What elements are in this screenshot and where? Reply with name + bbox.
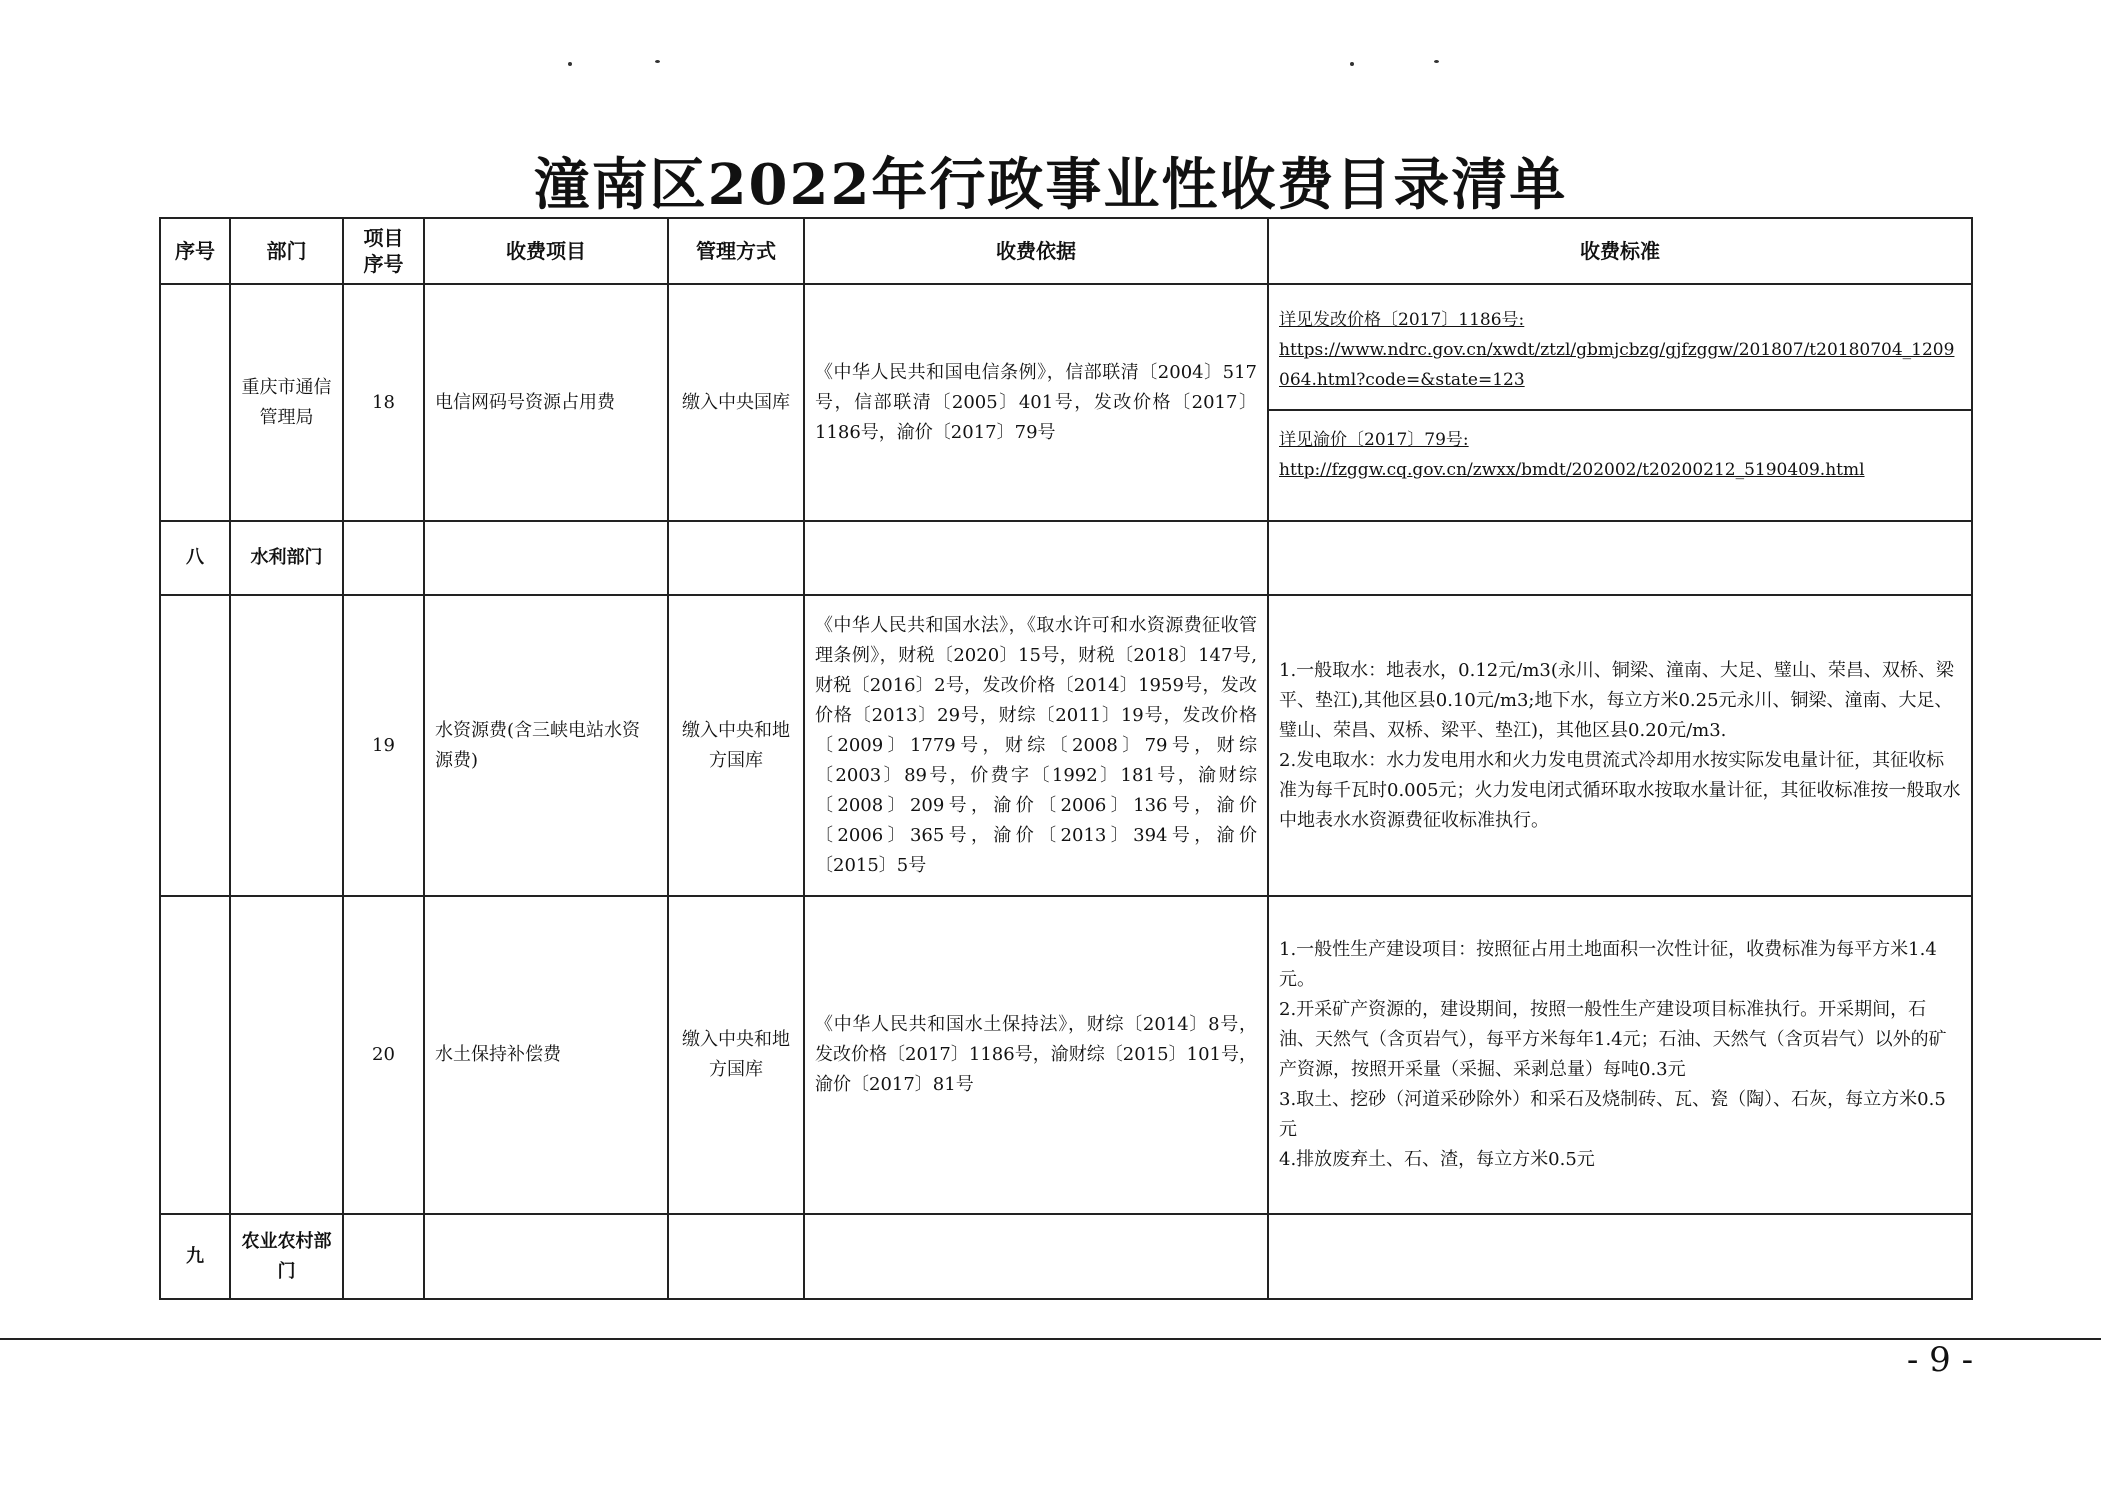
cell-basis: 《中华人民共和国水土保持法》，财综〔2014〕8号，发改价格〔2017〕1186号，渝财综〔2015〕101号，渝价〔2017〕81号 xyxy=(804,896,1268,1214)
header-item: 收费项目 xyxy=(424,218,668,284)
standard-ref-ndrc xyxy=(1269,291,1971,409)
standard-line: 4.排放废弃土、石、渣，每立方米0.5元 xyxy=(1279,1149,1595,1170)
cell-item xyxy=(424,521,668,595)
cell-dept: 水利部门 xyxy=(230,521,343,595)
cell-dept xyxy=(230,595,343,896)
cell-seq: 九 xyxy=(160,1214,230,1299)
standard-line: 1.一般性生产建设项目：按照征占用土地面积一次性计征，收费标准为每平方米1.4元。 xyxy=(1279,939,1937,990)
cell-dept: 重庆市通信管理局 xyxy=(230,284,343,521)
footer-rule xyxy=(0,1338,2101,1340)
cell-item-no xyxy=(343,521,424,595)
cell-basis xyxy=(804,521,1268,595)
header-dept: 部门 xyxy=(230,218,343,284)
scan-speck xyxy=(1434,60,1439,63)
scan-speck xyxy=(1350,62,1354,66)
cell-mgmt xyxy=(668,521,804,595)
cell-basis: 《中华人民共和国电信条例》，信部联清〔2004〕517号，信部联清〔2005〕401号，发改价格〔2017〕1186号，渝价〔2017〕79号 xyxy=(804,284,1268,521)
cell-item: 电信网码号资源占用费 xyxy=(424,284,668,521)
cell-dept xyxy=(230,896,343,1214)
scan-speck xyxy=(655,60,660,63)
header-item-no: 项目序号 xyxy=(343,218,424,284)
header-standard: 收费标准 xyxy=(1268,218,1972,284)
page-number: - 9 - xyxy=(1906,1340,1974,1380)
cell-basis xyxy=(804,1214,1268,1299)
cell-mgmt: 缴入中央国库 xyxy=(668,284,804,521)
standard-line: 1.一般取水：地表水，0.12元/m3(永川、铜梁、潼南、大足、璧山、荣昌、双桥、梁平、垫江),其他区县0.10元/m3;地下水，每立方米0.25元永川、铜梁、潼南、大足、璧山、荣昌、双桥、梁平、垫江)，其他区县0.20元/m3. xyxy=(1279,659,1954,741)
section-row xyxy=(160,521,1972,595)
standard-ref-link[interactable]: http://fzggw.cq.gov.cn/zwxx/bmdt/202002/t20200212_5190409.html xyxy=(1279,459,1865,480)
cell-seq: 八 xyxy=(160,521,230,595)
cell-seq xyxy=(160,595,230,896)
cell-item: 水土保持补偿费 xyxy=(424,896,668,1214)
standard-ref-link[interactable]: https://www.ndrc.gov.cn/xwdt/ztzl/gbmjcbzg/gjfzggw/201807/t20180704_1209064.html?code=&state=123 xyxy=(1279,339,1955,390)
cell-mgmt: 缴入中央和地方国库 xyxy=(668,896,804,1214)
table-row xyxy=(160,284,1972,521)
cell-standard xyxy=(1268,521,1972,595)
cell-mgmt xyxy=(668,1214,804,1299)
fee-catalog-table xyxy=(159,217,1973,1300)
table-header-row xyxy=(160,218,1972,284)
cell-standard xyxy=(1268,284,1972,521)
page-title: 潼南区2022年行政事业性收费目录清单 xyxy=(533,152,1568,218)
standard-ref-label: 详见发改价格〔2017〕1186号: xyxy=(1279,309,1525,330)
cell-seq xyxy=(160,284,230,521)
section-row xyxy=(160,1214,1972,1299)
cell-item-no: 20 xyxy=(343,896,424,1214)
cell-item-no: 18 xyxy=(343,284,424,521)
scan-speck xyxy=(568,62,572,66)
header-basis: 收费依据 xyxy=(804,218,1268,284)
cell-item-no xyxy=(343,1214,424,1299)
standard-ref-cq xyxy=(1269,409,1971,515)
cell-standard xyxy=(1268,1214,1972,1299)
cell-seq xyxy=(160,896,230,1214)
standard-line: 2.发电取水：水力发电用水和火力发电贯流式冷却用水按实际发电量计征，其征收标准为每千瓦时0.005元；火力发电闭式循环取水按取水量计征，其征收标准按一般取水中地表水水资源费征收标准执行。 xyxy=(1279,749,1961,831)
cell-mgmt: 缴入中央和地方国库 xyxy=(668,595,804,896)
cell-basis: 《中华人民共和国水法》，《取水许可和水资源费征收管理条例》，财税〔2020〕15号，财税〔2018〕147号,财税〔2016〕2号，发改价格〔2014〕1959号，发改价格〔2013〕29号，财综〔2011〕19号，发改价格〔2009〕1779号，财综〔2008〕79号，财综〔2003〕89号，价费字〔1992〕181号，渝财综〔2008〕209号，渝价〔2006〕136号，渝价〔2006〕365号，渝价〔2013〕394号，渝价〔2015〕5号 xyxy=(804,595,1268,896)
table-row xyxy=(160,595,1972,896)
header-mgmt: 管理方式 xyxy=(668,218,804,284)
standard-line: 2.开采矿产资源的，建设期间，按照一般性生产建设项目标准执行。开采期间，石油、天然气（含页岩气），每平方米每年1.4元；石油、天然气（含页岩气）以外的矿产资源，按照开采量（采掘、采剥总量）每吨0.3元 xyxy=(1279,999,1947,1080)
cell-item xyxy=(424,1214,668,1299)
cell-item-no: 19 xyxy=(343,595,424,896)
header-seq: 序号 xyxy=(160,218,230,284)
cell-standard xyxy=(1268,896,1972,1214)
cell-item: 水资源费(含三峡电站水资源费) xyxy=(424,595,668,896)
cell-dept: 农业农村部门 xyxy=(230,1214,343,1299)
table-row xyxy=(160,896,1972,1214)
standard-line: 3.取土、挖砂（河道采砂除外）和采石及烧制砖、瓦、瓷（陶）、石灰，每立方米0.5元 xyxy=(1279,1089,1946,1140)
cell-standard xyxy=(1268,595,1972,896)
standard-ref-label: 详见渝价〔2017〕79号: xyxy=(1279,429,1469,450)
